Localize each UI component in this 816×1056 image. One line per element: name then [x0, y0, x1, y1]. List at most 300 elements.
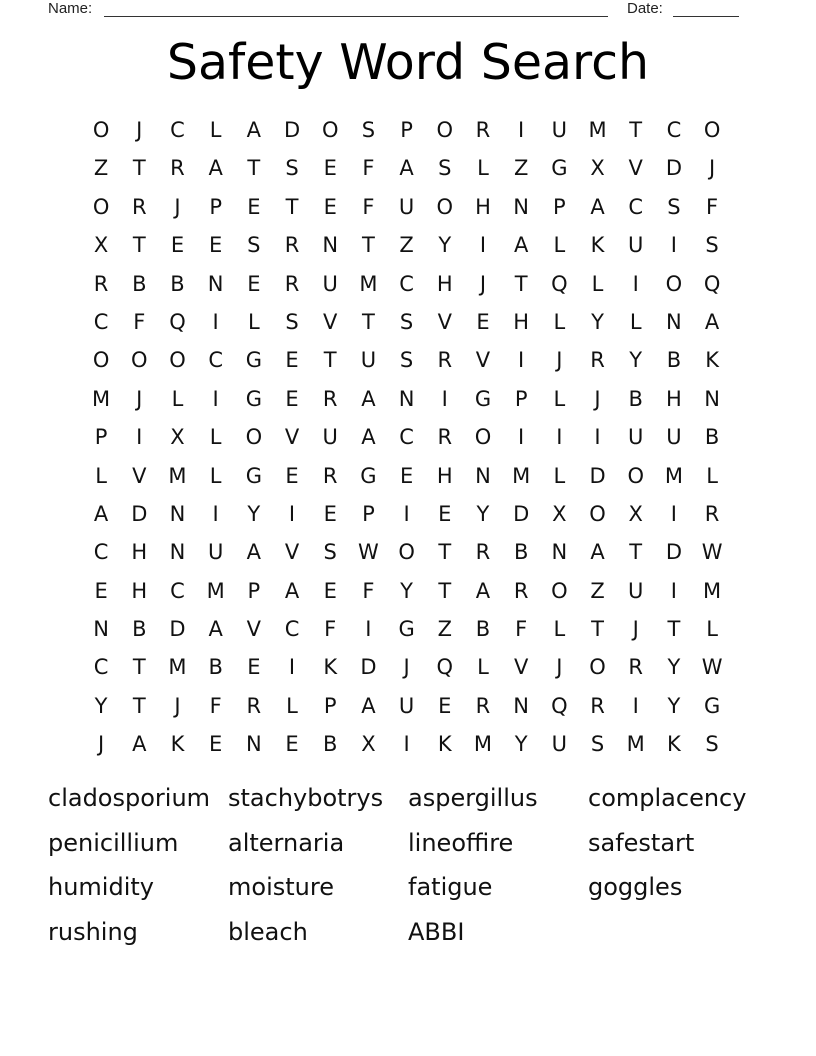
grid-cell: J [136, 118, 143, 142]
grid-cell: C [399, 271, 414, 296]
grid-cell: P [323, 693, 337, 718]
grid-cell: R [590, 348, 605, 373]
grid-cell: R [704, 501, 720, 526]
grid-cell: J [556, 348, 563, 373]
grid-cell: H [131, 578, 148, 603]
grid-cell: T [132, 233, 146, 258]
grid-cell: O [589, 655, 606, 680]
grid-cell: I [670, 233, 677, 258]
word-list-item: penicillium [48, 828, 179, 857]
grid-cell: P [247, 578, 261, 603]
word-list-item: complacency [588, 784, 747, 812]
grid-row [82, 188, 732, 226]
grid-cell: I [288, 501, 296, 526]
grid-cell: V [628, 156, 643, 181]
grid-cell: K [170, 732, 185, 757]
grid-cell: M [92, 386, 111, 411]
grid-row [82, 111, 732, 149]
grid-cell: H [513, 309, 530, 334]
grid-cell: I [288, 655, 296, 680]
grid-cell: O [92, 118, 110, 142]
grid-cell: T [514, 271, 528, 296]
grid-cell: V [437, 309, 452, 334]
grid-cell: U [628, 425, 644, 450]
word-list-item: lineoffire [408, 828, 514, 857]
grid-cell: M [206, 578, 225, 603]
grid-cell: R [628, 655, 644, 680]
grid-cell: E [209, 732, 223, 757]
grid-cell: T [438, 578, 452, 603]
grid-cell: O [321, 118, 339, 142]
grid-cell: O [436, 194, 454, 219]
grid-cell: T [591, 617, 604, 642]
letter-grid [82, 111, 732, 764]
grid-row [82, 226, 732, 264]
grid-cell: A [361, 425, 376, 450]
grid-cell: E [285, 732, 299, 757]
grid-cell: Y [629, 348, 643, 373]
page-title: Safety Word Search [166, 34, 650, 91]
grid-cell: P [362, 501, 375, 526]
grid-cell: T [132, 156, 146, 181]
grid-cell: T [132, 655, 146, 680]
grid-cell: T [629, 118, 643, 142]
grid-cell: N [704, 386, 720, 411]
grid-cell: M [512, 463, 531, 488]
grid-row [82, 303, 732, 341]
grid-cell: A [132, 732, 147, 757]
grid-cell: A [704, 309, 720, 334]
grid-cell: M [168, 655, 187, 680]
grid-cell: L [247, 309, 260, 334]
grid-row [82, 687, 732, 725]
grid-cell: X [170, 425, 185, 450]
grid-cell: S [285, 309, 299, 334]
grid-cell: V [284, 540, 300, 565]
grid-cell: S [438, 156, 452, 181]
grid-cell: Y [400, 578, 413, 603]
grid-cell: E [399, 463, 414, 488]
grid-cell: L [209, 118, 222, 142]
grid-cell: C [208, 348, 223, 373]
grid-cell: U [398, 693, 415, 718]
grid-cell: A [399, 156, 414, 181]
grid-cell: S [399, 309, 414, 334]
grid-cell: P [94, 425, 108, 450]
grid-cell: A [590, 194, 605, 219]
grid-cell: I [403, 501, 410, 526]
grid-cell: C [93, 540, 109, 565]
grid-cell: N [169, 540, 186, 565]
grid-cell: A [475, 578, 491, 603]
grid-cell: C [170, 578, 185, 603]
grid-cell: T [285, 194, 299, 219]
grid-cell: O [703, 118, 721, 142]
grid-cell: R [475, 540, 491, 565]
grid-cell: R [437, 348, 453, 373]
grid-cell: L [706, 617, 718, 642]
grid-cell: T [667, 617, 681, 642]
grid-cell: P [553, 194, 566, 219]
grid-cell: I [518, 425, 525, 450]
grid-cell: C [666, 118, 682, 142]
grid-cell: O [474, 425, 492, 450]
grid-cell: U [628, 233, 644, 258]
grid-cell: I [518, 118, 525, 142]
word-list-item: moisture [228, 873, 334, 901]
grid-cell: B [132, 617, 147, 642]
grid-cell: L [553, 386, 566, 411]
word-list-item: ABBI [408, 917, 465, 946]
grid-cell: J [136, 386, 143, 411]
grid-cell: F [133, 309, 146, 334]
grid-cell: P [514, 386, 528, 411]
grid-cell: U [322, 425, 338, 450]
grid-cell: Y [94, 693, 108, 718]
grid-cell: F [209, 693, 222, 718]
grid-cell: G [398, 617, 415, 642]
grid-row [82, 341, 732, 379]
grid-cell: N [513, 693, 530, 718]
grid-cell: N [93, 617, 109, 642]
grid-cell: G [474, 386, 492, 411]
grid-cell: S [323, 540, 337, 565]
grid-cell: R [284, 233, 300, 258]
grid-cell: M [626, 732, 645, 757]
grid-cell: N [322, 233, 339, 258]
grid-cell: E [209, 233, 223, 258]
grid-cell: V [323, 309, 338, 334]
grid-cell: E [94, 578, 108, 603]
grid-cell: O [131, 348, 148, 373]
grid-row [82, 610, 732, 648]
grid-cell: B [666, 348, 682, 373]
grid-cell: L [553, 463, 566, 488]
grid-cell: I [670, 578, 677, 603]
grid-cell: I [594, 425, 601, 450]
grid-cell: E [285, 386, 299, 411]
grid-cell: B [704, 425, 720, 450]
grid-cell: D [283, 118, 301, 142]
grid-cell: S [590, 732, 605, 757]
grid-cell: H [475, 194, 491, 219]
grid-cell: H [131, 540, 148, 565]
grid-cell: T [247, 156, 261, 181]
word-list-item: aspergillus [408, 784, 538, 812]
word-list-item: fatigue [408, 873, 493, 901]
grid-cell: Q [551, 693, 568, 718]
grid-cell: J [632, 617, 639, 642]
grid-cell: M [703, 578, 722, 603]
grid-cell: X [628, 501, 643, 526]
grid-cell: I [632, 693, 639, 718]
grid-cell: U [551, 732, 568, 757]
grid-cell: U [628, 578, 644, 603]
grid-cell: D [360, 655, 377, 680]
grid-row [82, 265, 732, 303]
grid-cell: E [285, 463, 299, 488]
grid-cell: X [361, 732, 376, 757]
grid-cell: B [628, 386, 643, 411]
grid-cell: J [708, 156, 716, 181]
grid-cell: Y [476, 501, 490, 526]
grid-row [82, 380, 732, 418]
grid-cell: J [174, 194, 181, 219]
grid-cell: J [594, 386, 601, 411]
grid-cell: C [93, 655, 109, 680]
grid-cell: Y [667, 693, 681, 718]
grid-cell: P [209, 194, 222, 219]
grid-cell: T [132, 693, 146, 718]
grid-cell: E [285, 348, 299, 373]
grid-cell: Z [590, 578, 605, 603]
grid-cell: N [207, 271, 224, 296]
grid-cell: A [93, 501, 109, 526]
grid-cell: I [212, 309, 219, 334]
grid-cell: I [518, 348, 525, 373]
grid-cell: Q [169, 309, 186, 334]
grid-cell: T [629, 540, 643, 565]
grid-cell: F [362, 578, 375, 603]
grid-cell: I [670, 501, 677, 526]
grid-cell: N [398, 386, 415, 411]
grid-cell: V [475, 348, 491, 373]
grid-cell: E [247, 271, 261, 296]
grid-cell: K [705, 348, 719, 373]
grid-cell: R [131, 194, 147, 219]
grid-cell: I [632, 271, 639, 296]
grid-cell: S [361, 118, 376, 142]
grid-cell: R [284, 271, 300, 296]
grid-cell: G [551, 156, 568, 181]
grid-cell: I [365, 617, 372, 642]
grid-cell: O [589, 501, 606, 526]
grid-row [82, 495, 732, 533]
grid-cell: O [551, 578, 568, 603]
grid-cell: X [93, 233, 109, 258]
grid-cell: F [324, 617, 337, 642]
grid-cell: U [360, 348, 377, 373]
grid-cell: C [284, 617, 300, 642]
grid-cell: B [170, 271, 185, 296]
grid-cell: Y [247, 501, 261, 526]
grid-cell: W [358, 540, 379, 565]
date-line [673, 16, 739, 17]
grid-cell: Y [591, 309, 604, 334]
grid-cell: X [590, 156, 605, 181]
grid-cell: G [245, 386, 262, 411]
grid-cell: M [359, 271, 378, 296]
name-label: Name: [48, 0, 93, 17]
grid-cell: S [667, 194, 681, 219]
grid-cell: E [323, 578, 337, 603]
grid-cell: L [171, 386, 184, 411]
grid-cell: S [705, 732, 719, 757]
grid-cell: L [95, 463, 107, 488]
grid-cell: H [436, 271, 453, 296]
grid-cell: J [403, 655, 410, 680]
grid-cell: I [556, 425, 563, 450]
grid-row [82, 457, 732, 495]
grid-cell: C [399, 425, 414, 450]
grid-cell: T [361, 309, 375, 334]
grid-cell: R [513, 578, 529, 603]
grid-cell: L [477, 655, 489, 680]
grid-cell: V [284, 425, 300, 450]
grid-cell: A [208, 617, 223, 642]
grid-cell: V [132, 463, 147, 488]
grid-cell: L [629, 309, 642, 334]
grid-cell: E [323, 156, 337, 181]
grid-cell: A [513, 233, 529, 258]
grid-cell: G [245, 348, 262, 373]
grid-cell: T [323, 348, 337, 373]
grid-cell: O [245, 425, 263, 450]
grid-cell: Z [93, 156, 109, 181]
grid-cell: O [627, 463, 644, 488]
grid-cell: B [513, 540, 529, 565]
grid-cell: N [513, 194, 530, 219]
word-list-item: cladosporium [48, 784, 211, 812]
grid-cell: K [437, 732, 452, 757]
grid-cell: H [436, 463, 453, 488]
grid-cell: D [665, 156, 682, 181]
grid-cell: Q [436, 655, 454, 680]
grid-cell: U [398, 194, 415, 219]
word-list-item: bleach [228, 917, 308, 946]
grid-cell: L [209, 463, 222, 488]
grid-cell: E [170, 233, 185, 258]
grid-cell: L [553, 617, 566, 642]
grid-cell: Z [437, 617, 452, 642]
grid-cell: N [245, 732, 262, 757]
grid-cell: O [92, 194, 110, 219]
grid-cell: G [703, 693, 721, 718]
grid-cell: E [247, 655, 261, 680]
grid-cell: U [666, 425, 682, 450]
word-list-item: goggles [588, 873, 683, 901]
grid-cell: V [246, 617, 262, 642]
grid-cell: S [399, 348, 414, 373]
grid-cell: R [93, 271, 109, 296]
grid-cell: E [323, 194, 337, 219]
grid-cell: Z [513, 156, 529, 181]
grid-cell: J [97, 732, 105, 757]
grid-cell: I [441, 386, 448, 411]
word-list-item: humidity [48, 873, 154, 901]
grid-cell: R [475, 118, 491, 142]
grid-cell: F [362, 194, 375, 219]
grid-cell: Q [551, 271, 568, 296]
grid-cell: E [323, 501, 337, 526]
grid-cell: M [664, 463, 683, 488]
grid-cell: A [361, 693, 376, 718]
grid-cell: R [246, 693, 262, 718]
grid-cell: I [212, 386, 219, 411]
grid-cell: O [436, 118, 454, 142]
grid-cell: W [701, 655, 723, 680]
grid-cell: D [513, 501, 530, 526]
grid-cell: O [92, 348, 110, 373]
grid-cell: I [403, 732, 410, 757]
grid-cell: A [361, 386, 376, 411]
grid-cell: E [438, 693, 452, 718]
grid-cell: N [475, 463, 491, 488]
grid-cell: C [628, 194, 644, 219]
grid-cell: D [131, 501, 148, 526]
grid-cell: N [666, 309, 682, 334]
grid-cell: J [174, 693, 181, 718]
grid-cell: E [438, 501, 452, 526]
grid-cell: D [589, 463, 606, 488]
grid-cell: N [551, 540, 568, 565]
grid-row [82, 149, 732, 187]
grid-cell: F [362, 156, 375, 181]
grid-cell: U [322, 271, 338, 296]
word-list-item: rushing [48, 917, 138, 946]
grid-cell: F [515, 617, 528, 642]
grid-cell: L [477, 156, 489, 181]
grid-cell: R [590, 693, 605, 718]
grid-cell: S [705, 233, 719, 258]
grid-cell: M [473, 732, 493, 757]
grid-cell: L [591, 271, 604, 296]
grid-cell: I [212, 501, 219, 526]
grid-cell: S [247, 233, 261, 258]
grid-cell: Y [667, 655, 681, 680]
grid-cell: R [170, 156, 185, 181]
grid-cell: T [361, 233, 375, 258]
grid-cell: J [556, 655, 563, 680]
grid-row [82, 418, 732, 456]
grid-cell: M [588, 118, 607, 142]
grid-cell: V [513, 655, 529, 680]
grid-cell: U [207, 540, 224, 565]
grid-cell: O [169, 348, 186, 373]
grid-cell: B [132, 271, 147, 296]
grid-cell: X [552, 501, 567, 526]
grid-cell: O [665, 271, 683, 296]
grid-cell: R [475, 693, 491, 718]
grid-cell: L [553, 309, 566, 334]
grid-cell: S [285, 156, 299, 181]
grid-cell: G [360, 463, 377, 488]
grid-cell: R [322, 386, 338, 411]
grid-cell: K [590, 233, 605, 258]
grid-cell: A [246, 540, 262, 565]
grid-cell: L [553, 233, 566, 258]
word-list-item: safestart [588, 828, 695, 857]
name-line [104, 16, 608, 17]
grid-cell: L [209, 425, 222, 450]
grid-cell: E [247, 194, 261, 219]
grid-cell: A [246, 118, 262, 142]
word-list-item: stachybotrys [228, 784, 384, 812]
grid-cell: A [284, 578, 300, 603]
grid-cell: T [438, 540, 452, 565]
grid-cell: Y [514, 732, 528, 757]
grid-cell: B [208, 655, 223, 680]
grid-row [82, 533, 732, 571]
grid-cell: N [169, 501, 186, 526]
grid-cell: Y [438, 233, 452, 258]
grid-cell: F [706, 194, 719, 219]
grid-row [82, 572, 732, 610]
grid-cell: P [400, 118, 413, 142]
header [0, 0, 816, 20]
grid-cell: M [168, 463, 187, 488]
grid-cell: K [323, 655, 338, 680]
